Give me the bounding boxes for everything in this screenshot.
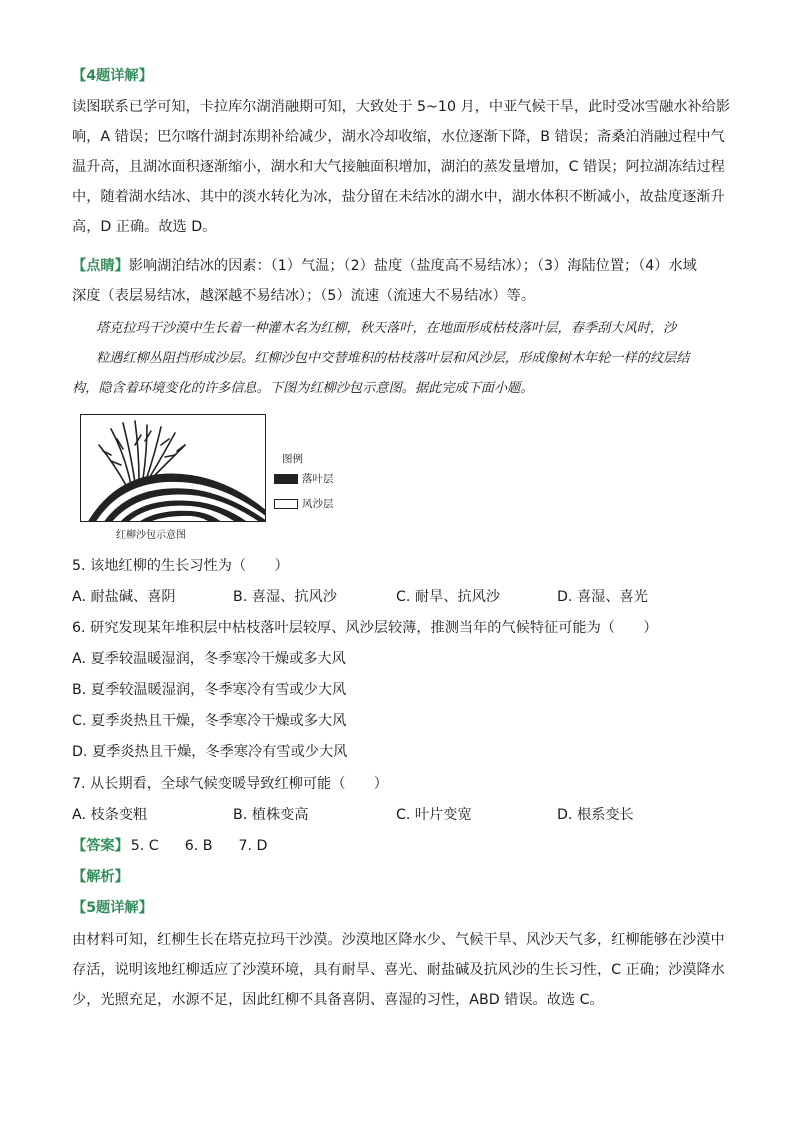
analysis-tag: 【解析】 [72, 869, 129, 885]
answer-tag: 【答案】 [72, 838, 129, 854]
q7-option-c: C. 叶片变宽 [396, 807, 472, 823]
question-6-stem: 6. 研究发现某年堆积层中枯枝落叶层较厚、风沙层较薄，推测当年的气候特征可能为（ ） [72, 620, 658, 636]
q6-option-b: B. 夏季较温暖湿润，冬季寒冷有雪或少大风 [72, 682, 347, 698]
q5-line: 少，光照充足，水源不足，因此红柳不具备喜阴、喜湿的习性，ABD 错误。故选 C。 [72, 992, 604, 1008]
legend-title: 图例 [282, 453, 303, 465]
dianjing-text: 影响湖泊结冰的因素：（1）气温；（2）盐度（盐度高不易结冰）；（3）海陆位置；（4）水域 [128, 258, 697, 274]
answer-item: 6. B [184, 838, 213, 854]
q5-option-a: A. 耐盐碱、喜阴 [72, 589, 176, 605]
answer-item: 7. D [238, 838, 268, 854]
q5-option-b: B. 喜湿、抗风沙 [233, 589, 337, 605]
question-5-stem: 5. 该地红柳的生长习性为（ ） [72, 558, 289, 574]
passage-line: 粒遇红柳丛阻挡形成沙层。红柳沙包中交替堆积的枯枝落叶层和风沙层，形成像树木年轮一样的纹层结 [96, 351, 690, 366]
figure-caption: 红柳沙包示意图 [116, 530, 186, 541]
q5-option-c: C. 耐旱、抗风沙 [396, 589, 501, 605]
red-willow-mound-figure [80, 414, 266, 522]
q5-option-d: D. 喜湿、喜光 [557, 589, 648, 605]
passage-line: 塔克拉玛干沙漠中生长着一种灌木名为红柳，秋天落叶，在地面形成枯枝落叶层，春季刮大风时，沙 [96, 321, 677, 336]
q7-option-a: A. 枝条变粗 [72, 807, 148, 823]
q6-option-c: C. 夏季炎热且干燥，冬季寒冷干燥或多大风 [72, 713, 347, 729]
legend-item-leaf-layer [274, 471, 334, 486]
q7-option-b: B. 植株变高 [233, 807, 309, 823]
dianjing-line [72, 256, 722, 276]
passage-line: 构，隐含着环境变化的许多信息。下图为红柳沙包示意图。据此完成下面小题。 [72, 381, 534, 396]
mound-layers [87, 474, 266, 522]
dianjing-line: 深度（表层易结冰，越深越不易结冰）；（5）流速（流速大不易结冰）等。 [72, 288, 536, 304]
question-7-stem: 7. 从长期看，全球气候变暖导致红柳可能（ ） [72, 776, 388, 792]
q4-heading: 【4题详解】 [72, 68, 153, 84]
legend-swatch [274, 499, 298, 509]
q4-line: 中，随着湖水结冰、其中的淡水转化为冰，盐分留在未结冰的湖水中，湖水体积不断减小，故盐度逐渐升 [72, 189, 725, 205]
q4-line: 响，A 错误；巴尔喀什湖封冻期补给减少，湖水冷却收缩，水位逐渐下降，B 错误；斋桑泊消融过程中气 [72, 129, 725, 145]
answer-line [72, 836, 722, 856]
legend-swatch [274, 474, 298, 484]
q4-line: 读图联系已学可知，卡拉库尔湖消融期可知，大致处于 5~10 月，中亚气候干旱，此时受冰雪融水补给影 [72, 99, 731, 115]
dianjing-tag: 【点睛】 [72, 258, 129, 274]
q5-line: 存活，说明该地红柳适应了沙漠环境，具有耐旱、喜光、耐盐碱及抗风沙的生长习性，C 正确；沙漠降水 [72, 962, 725, 978]
q4-line: 温升高，且湖冰面积逐渐缩小，湖水和大气接触面积增加，湖泊的蒸发量增加，C 错误；阿拉湖冻结过程 [72, 159, 725, 175]
legend-item-sand-layer [274, 496, 334, 511]
q6-option-a: A. 夏季较温暖湿润，冬季寒冷干燥或多大风 [72, 651, 346, 667]
answer-item: 5. C [130, 838, 159, 854]
q4-line: 高，D 正确。故选 D。 [72, 219, 217, 235]
q5-heading: 【5题详解】 [72, 900, 153, 916]
sand-mound-drawing [81, 415, 266, 522]
q5-line: 由材料可知，红柳生长在塔克拉玛干沙漠。沙漠地区降水少、气候干旱、风沙天气多，红柳能够在沙漠中 [72, 932, 725, 948]
q7-option-d: D. 根系变长 [557, 807, 634, 823]
legend-label: 落叶层 [302, 473, 334, 485]
q6-option-d: D. 夏季炎热且干燥，冬季寒冷有雪或少大风 [72, 744, 348, 760]
legend-label: 风沙层 [302, 498, 334, 510]
